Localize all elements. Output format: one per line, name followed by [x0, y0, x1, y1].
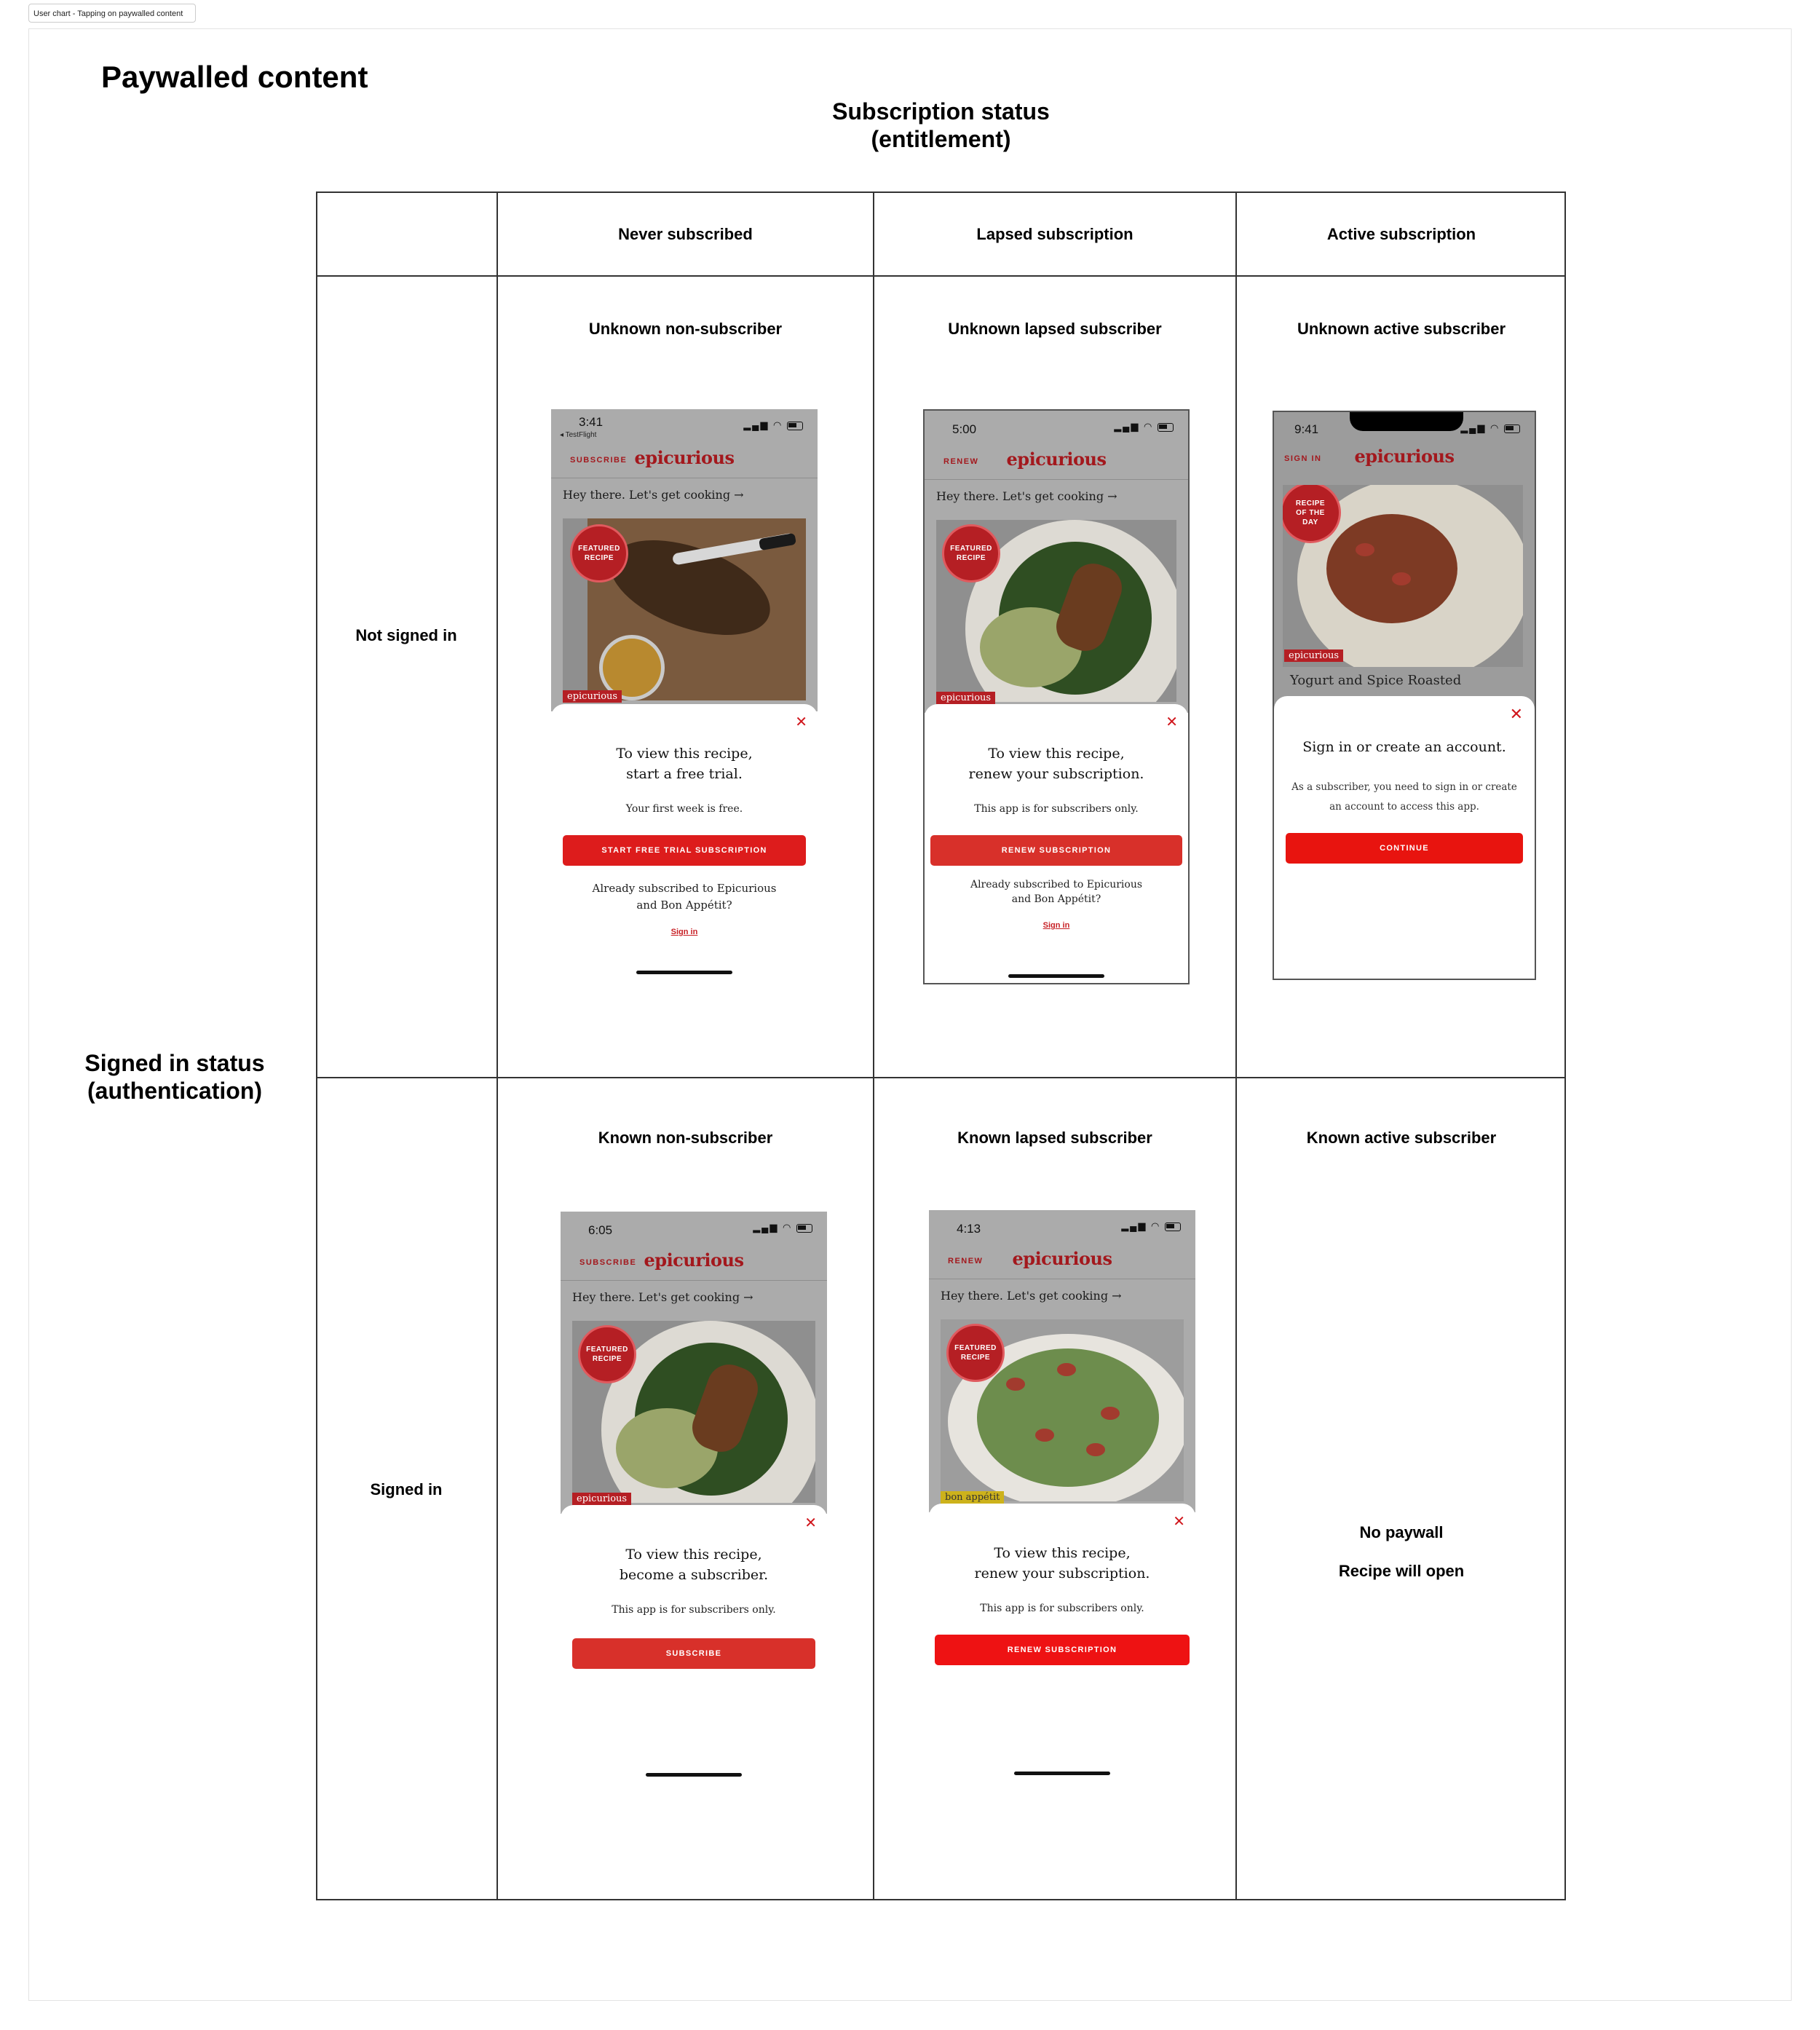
dimmed-background — [551, 409, 818, 711]
greeting: Hey there. Let's get cooking → — [572, 1290, 753, 1304]
battery-icon — [1158, 423, 1174, 432]
dimmed-background — [561, 1212, 827, 1514]
brand-tag: epicurious — [572, 1493, 631, 1505]
home-indicator — [1014, 1772, 1110, 1775]
divider — [561, 1280, 827, 1281]
recipe-photo[interactable] — [936, 520, 1176, 702]
wifi-icon: ◠ — [1151, 1220, 1161, 1231]
recipe-opens-text: Recipe will open — [1338, 1562, 1465, 1580]
greeting: Hey there. Let's get cooking → — [941, 1289, 1122, 1303]
signal-icon: ▂▄▆ — [1114, 421, 1140, 432]
cell-title: Unknown lapsed subscriber — [948, 320, 1162, 338]
status-icons — [1460, 422, 1520, 434]
dimmed-background — [929, 1210, 1195, 1512]
start-free-trial-button[interactable]: START FREE TRIAL SUBSCRIPTION — [563, 835, 806, 866]
close-icon[interactable]: ✕ — [804, 1515, 817, 1531]
already-subscribed-text: Already subscribed to Epicurious and Bon Appétit? — [970, 879, 1143, 905]
status-icons — [743, 419, 803, 431]
testflight-back-link[interactable]: ◂ TestFlight — [560, 431, 597, 439]
cell-title: Known active subscriber — [1306, 1129, 1497, 1147]
roasted-chicken — [1326, 514, 1457, 623]
renew-link[interactable]: RENEW — [948, 1257, 984, 1265]
greeting: Hey there. Let's get cooking → — [563, 488, 744, 502]
brand-tag: bon appétit — [941, 1491, 1004, 1504]
status-icons — [753, 1222, 812, 1233]
featured-recipe-badge: FEATURED RECIPE — [942, 524, 1000, 582]
wifi-icon: ◠ — [1490, 422, 1500, 433]
close-icon[interactable]: ✕ — [795, 714, 807, 730]
epicurious-logo: epicurious — [644, 1249, 744, 1271]
featured-recipe-badge: FEATURED RECIPE — [946, 1324, 1005, 1382]
status-time: 4:13 — [957, 1222, 981, 1236]
recipe-title[interactable]: Yogurt and Spice Roasted — [1290, 673, 1462, 688]
wifi-icon: ◠ — [773, 419, 783, 430]
signal-icon: ▂▄▆ — [743, 419, 769, 430]
paywall-sheet — [561, 1505, 827, 1787]
column-header-never: Never subscribed — [618, 225, 753, 243]
featured-recipe-badge: FEATURED RECIPE — [578, 1325, 636, 1383]
status-icons — [1121, 1220, 1181, 1232]
epicurious-logo: epicurious — [1012, 1248, 1112, 1269]
dimmed-background — [925, 411, 1188, 713]
tomato — [1086, 1443, 1105, 1456]
row-header-not-signed-in: Not signed in — [355, 626, 457, 644]
subscribe-link[interactable]: SUBSCRIBE — [570, 456, 628, 465]
column-header-active: Active subscription — [1326, 225, 1476, 243]
epicurious-logo: epicurious — [1354, 446, 1455, 467]
phone-screenshot-unknown-lapsed-subscriber — [923, 409, 1190, 984]
phone-screenshot-known-lapsed-subscriber — [929, 1210, 1195, 1785]
cell-title: Known non-subscriber — [598, 1129, 773, 1147]
subscribe-link[interactable]: SUBSCRIBE — [579, 1258, 637, 1267]
no-paywall-text: No paywall — [1359, 1523, 1444, 1541]
close-icon[interactable]: ✕ — [1509, 705, 1523, 723]
renew-subscription-button[interactable]: RENEW SUBSCRIPTION — [935, 1635, 1190, 1665]
greeting: Hey there. Let's get cooking → — [936, 489, 1117, 503]
status-time: 9:41 — [1294, 422, 1319, 436]
recipe-photo[interactable] — [1283, 485, 1523, 667]
phone-screenshot-known-non-subscriber — [561, 1212, 827, 1787]
frame-label: User chart - Tapping on paywalled content — [28, 4, 196, 23]
page-title: Paywalled content — [101, 60, 368, 94]
sheet-subtitle: This app is for subscribers only. — [980, 1603, 1144, 1614]
row-axis-title: Signed in status (authentication) — [84, 1050, 265, 1104]
continue-button[interactable]: CONTINUE — [1286, 833, 1523, 864]
sheet-subtitle: Your first week is free. — [625, 803, 743, 815]
divider — [496, 191, 498, 1900]
epicurious-logo: epicurious — [1006, 449, 1107, 470]
recipe-photo[interactable] — [572, 1321, 815, 1503]
signal-icon: ▂▄▆ — [1460, 422, 1487, 433]
paywall-sheet — [551, 704, 818, 984]
tomato — [1035, 1429, 1054, 1442]
recipe-photo[interactable] — [941, 1319, 1184, 1501]
home-indicator — [636, 971, 732, 974]
wifi-icon: ◠ — [783, 1222, 793, 1233]
recipe-photo[interactable] — [563, 518, 806, 700]
brand-tag: epicurious — [1284, 649, 1343, 662]
home-indicator — [646, 1773, 742, 1777]
signal-icon: ▂▄▆ — [753, 1222, 779, 1233]
close-icon[interactable]: ✕ — [1166, 714, 1178, 730]
tomato — [1392, 572, 1411, 585]
paywall-sheet — [929, 1504, 1195, 1785]
cell-title: Known lapsed subscriber — [957, 1129, 1152, 1147]
sheet-subtitle: This app is for subscribers only. — [974, 803, 1139, 815]
divider — [316, 1077, 1566, 1078]
sheet-subtitle: This app is for subscribers only. — [612, 1604, 776, 1616]
divider — [925, 479, 1188, 480]
epicurious-logo: epicurious — [634, 447, 735, 468]
divider — [316, 275, 1566, 277]
status-icons — [1114, 421, 1174, 433]
close-icon[interactable]: ✕ — [1173, 1514, 1185, 1530]
brand-tag: epicurious — [563, 690, 622, 703]
status-time: 6:05 — [588, 1223, 613, 1237]
phone-screenshot-unknown-non-subscriber — [551, 409, 818, 984]
device-notch — [1350, 412, 1463, 431]
sheet-title: To view this recipe, become a subscriber. — [619, 1547, 769, 1583]
sheet-title: Sign in or create an account. — [1302, 739, 1506, 755]
divider — [1235, 191, 1237, 1900]
sign-in-link[interactable]: SIGN IN — [1284, 454, 1322, 463]
cell-title: Unknown active subscriber — [1297, 320, 1506, 338]
sheet-title: To view this recipe, start a free trial. — [616, 746, 753, 782]
sheet-title: To view this recipe, renew your subscription. — [974, 1545, 1150, 1581]
signal-icon: ▂▄▆ — [1121, 1220, 1147, 1231]
status-time: 3:41 — [579, 415, 604, 429]
column-header-lapsed: Lapsed subscription — [976, 225, 1133, 243]
battery-icon — [1165, 1223, 1181, 1231]
battery-icon — [787, 422, 803, 430]
renew-subscription-button[interactable]: RENEW SUBSCRIPTION — [930, 835, 1182, 866]
brand-tag: epicurious — [936, 692, 995, 704]
wifi-icon: ◠ — [1144, 421, 1154, 432]
sign-in-sheet — [1274, 696, 1535, 979]
cell-title: Unknown non-subscriber — [588, 320, 783, 338]
tomato — [1057, 1363, 1076, 1376]
paywall-sheet — [925, 704, 1188, 983]
battery-icon — [1504, 424, 1520, 433]
sheet-title: To view this recipe, renew your subscription. — [968, 746, 1144, 782]
sign-in-link[interactable]: Sign in — [1042, 921, 1070, 930]
tomato — [1006, 1378, 1025, 1391]
row-header-signed-in: Signed in — [370, 1480, 443, 1498]
subscribe-button[interactable]: SUBSCRIBE — [572, 1638, 815, 1669]
sign-in-link[interactable]: Sign in — [670, 928, 698, 936]
already-subscribed-text: Already subscribed to Epicurious and Bon Appétit? — [592, 882, 777, 912]
sheet-subtitle: As a subscriber, you need to sign in or create an account to access this app. — [1291, 781, 1517, 813]
battery-icon — [796, 1224, 812, 1233]
dimmed-background — [1274, 412, 1535, 714]
renew-link[interactable]: RENEW — [943, 457, 979, 466]
phone-screenshot-unknown-active-subscriber — [1273, 411, 1536, 980]
divider — [873, 191, 874, 1900]
tomato — [1101, 1407, 1120, 1420]
featured-recipe-badge: FEATURED RECIPE — [570, 524, 628, 582]
tomato — [1356, 543, 1374, 556]
recipe-of-the-day-badge: RECIPE OF THE DAY — [1283, 485, 1341, 543]
home-indicator — [1008, 974, 1104, 978]
column-axis-title: Subscription status (entitlement) — [832, 98, 1050, 152]
status-time: 5:00 — [952, 422, 977, 436]
